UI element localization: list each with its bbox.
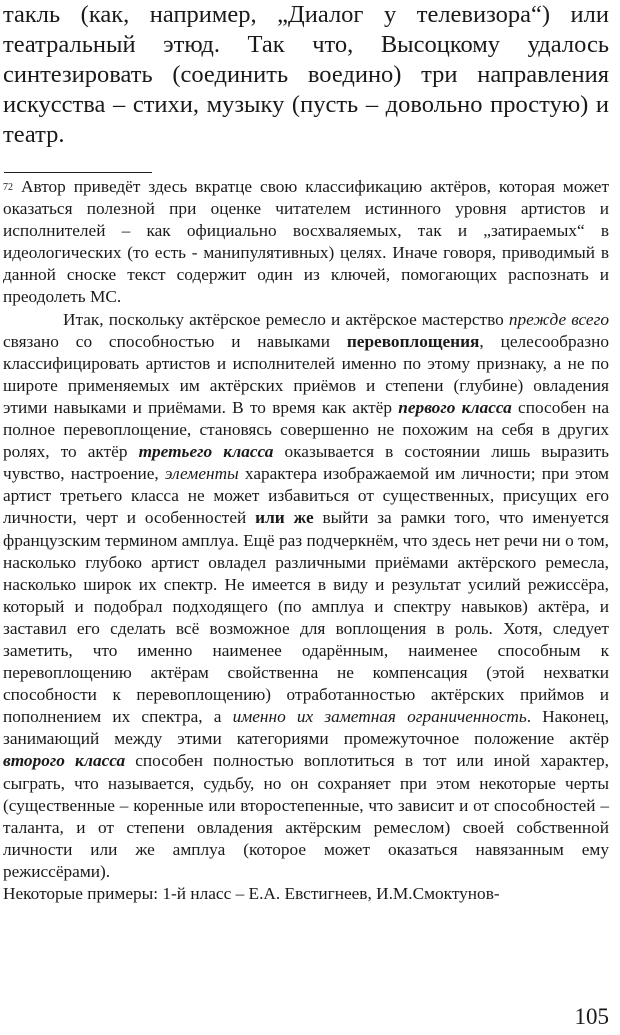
fn-bold-italic-first-class: первого класса xyxy=(398,397,512,417)
main-body-text: такль (как, например, „Диалог у телевизора“) или театральный этюд. Так что, Высоцкому удалось синтезировать (соединить воедино) три направления искусства – стихи, музыку (пусть – довольно простую) и театр. xyxy=(3,1,609,148)
fn-text-k: характера изображаемой им личности; при этом артист третьего класса не может избавиться от существенных, присущих его личности, черт и особенностей xyxy=(3,464,609,528)
fn-bold-italic-third-class: третьего класса xyxy=(138,442,274,462)
fn-text-g: способен на полное перевоплощение, становясь совершенно не похожим на себя в других ролях, то актёр xyxy=(3,397,609,462)
footnote-paragraph-3: Некоторые примеры: 1-й нласс – Е.А. Евстигнеев, И.М.Смоктунов- xyxy=(3,884,500,903)
fn-bold-perevoploshcheniya: перевоплощения xyxy=(346,331,480,351)
footnote-separator-rule xyxy=(4,172,152,173)
fn-text-a: Итак, поскольку актёрское ремесло и актёрское мастерство xyxy=(63,309,504,329)
footnote-text-1: Автор приведёт здесь вкратце свою классификацию актёров, которая может оказаться полезной при оценке читателем истинного уровня артистов и исполнителей – как официально восхваляемых, так и „затираемых“ в идеологических (то есть - манипулятивных) целях. Иначе говоря, приводимый в данной сноске текст содержит один из ключей, помогающих распознать и преодолеть МС. xyxy=(3,177,609,307)
fn-text-i: оказывается в состоянии лишь выразить чувство, настроение, xyxy=(3,442,609,484)
fn-text-m: выйти за рамки того, что именуется французским термином амплуа. Ещё раз подчеркнём, что здесь нет речи ни о том, насколько глубоко артист овладел различными приёмами актёрского ремесла, насколько широк их спектр. Не имеется в виду и результат усилий режиссёра, который и подобрал подходящего (по амплуа и спектру навыков) актёра, и заставил его сделать всё возможное для воплощения в роль. Хотя, следует заметить, что именно наименее одарённым, наименее способным к перевоплощению актёрам свойственна не компенсация (этой нехватки способности к перевоплощению) отработанностью актёрских приймов и пополнением их спектра, а xyxy=(3,508,609,727)
footnote-number: 72 xyxy=(3,182,13,193)
fn-italic-ogranichennost: именно их заметная ограниченность xyxy=(232,707,527,727)
fn-italic-prezhde-vsego: прежде всего xyxy=(508,309,609,329)
fn-italic-elementy: элементы xyxy=(164,464,239,484)
footnote-block xyxy=(3,176,609,905)
footnote-paragraph-2 xyxy=(3,309,609,883)
fn-bold-italic-second-class: второго класса xyxy=(3,751,126,771)
fn-text-o: . Наконец, занимающий между этими категориями промежуточное положение актёр xyxy=(3,707,610,749)
fn-bold-ili-zhe: или же xyxy=(255,508,314,528)
fn-text-c: связано со способностью и навыками xyxy=(3,331,330,351)
fn-text-e: , целесообразно классифицировать артистов и исполнителей именно по этому признаку, а не по широте применяемых им актёрских приёмов и степени (глубине) овладения этими навыками и приёмами. В то время как актёр xyxy=(3,331,609,417)
fn-text-q: способен полностью воплотиться в тот или иной характер, сыграть, что называется, судьбу, но он сохраняет при этом некоторые черты (существенные – коренные или второстепенные, что зависит и от способностей – таланта, и от степени овладения актёрским ремеслом) своей собственной личности или же амплуа (которое может оказаться навязанным ему режиссёрами). xyxy=(3,751,609,881)
page-number: 105 xyxy=(574,1004,609,1029)
footnote-paragraph-1 xyxy=(3,176,609,309)
